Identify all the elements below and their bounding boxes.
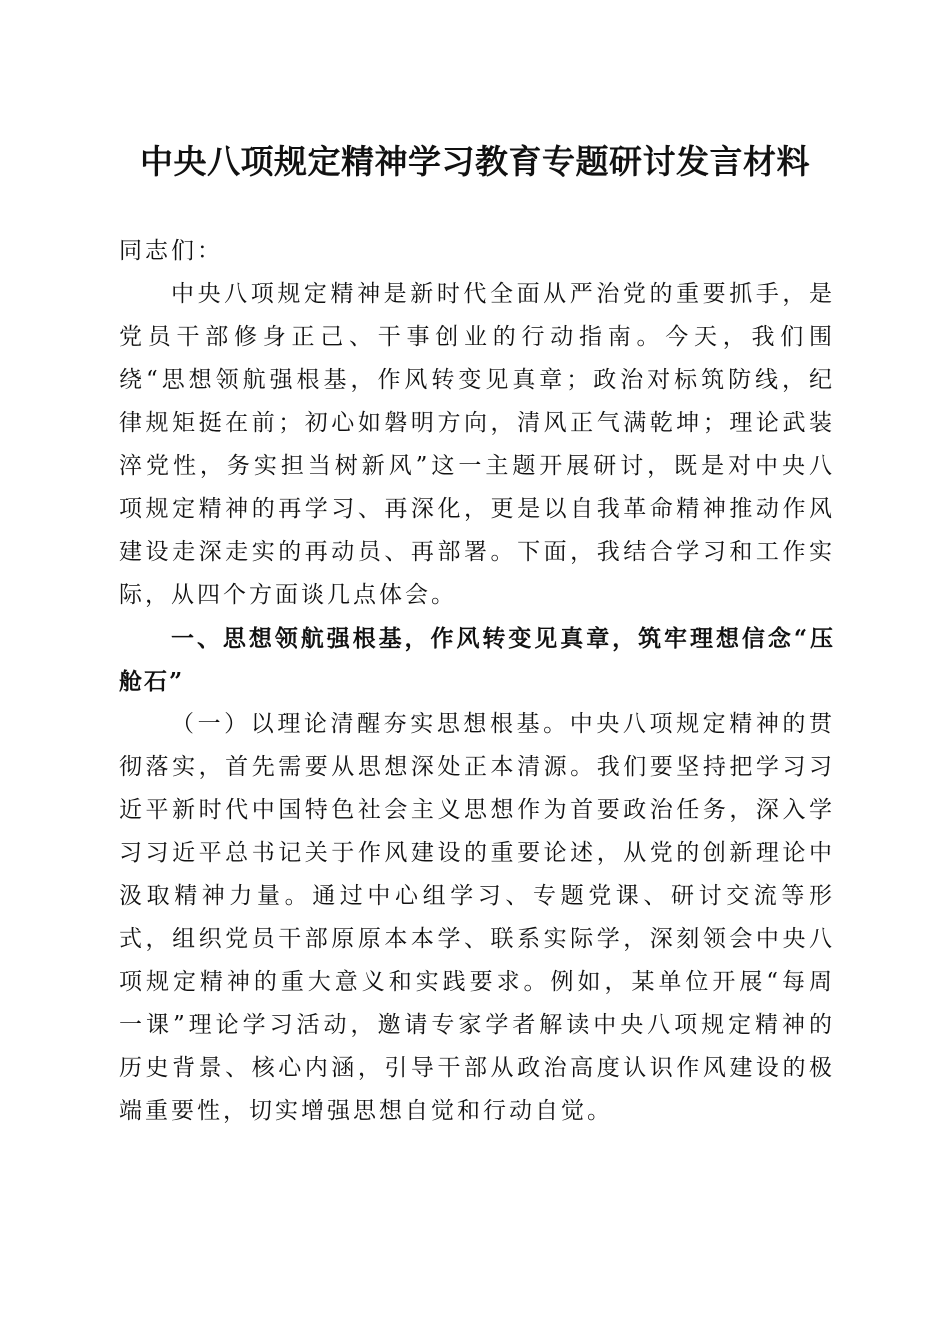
subsection-lead-1: （一）以理论清醒夯实思想根基。 bbox=[171, 711, 570, 737]
subsection-paragraph-1 bbox=[119, 703, 835, 1133]
section-heading-1: 一、思想领航强根基，作风转变见真章，筑牢理想信念“压舱石” bbox=[119, 625, 835, 695]
intro-paragraph: 中央八项规定精神是新时代全面从严治党的重要抓手，是党员干部修身正己、干事创业的行动指南。今天，我们围绕“思想领航强根基，作风转变见真章；政治对标筑防线，纪律规矩挺在前；初心如磐明方向，清风正气满乾坤；理论武装淬党性，务实担当树新风”这一主题开展研讨，既是对中央八项规定精神的再学习、再深化，更是以自我革命精神推动作风建设走深走实的再动员、再部署。下面，我结合学习和工作实际，从四个方面谈几点体会。 bbox=[119, 281, 835, 608]
document-title: 中央八项规定精神学习教育专题研讨发言材料 bbox=[140, 142, 810, 181]
document-body bbox=[119, 230, 835, 1133]
subsection-body-1: 中央八项规定精神的贯彻落实，首先需要从思想深处正本清源。我们要坚持把学习习近平新时代中国特色社会主义思想作为首要政治任务，深入学习习近平总书记关于作风建设的重要论述，从党的创新理论中汲取精神力量。通过中心组学习、专题党课、研讨交流等形式，组织党员干部原原本本学、联系实际学，深刻领会中央八项规定精神的重大意义和实践要求。例如，某单位开展“每周一课”理论学习活动，邀请专家学者解读中央八项规定精神的历史背景、核心内涵，引导干部从政治高度认识作风建设的极端重要性，切实增强思想自觉和行动自觉。 bbox=[119, 711, 836, 1124]
greeting-line: 同志们： bbox=[119, 238, 223, 264]
